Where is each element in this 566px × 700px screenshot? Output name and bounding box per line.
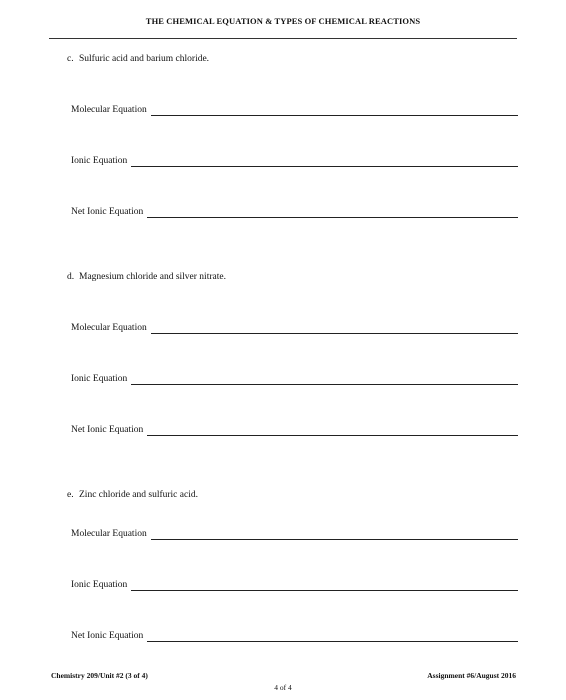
problem-letter: e. bbox=[67, 490, 74, 500]
header-rule bbox=[49, 38, 517, 39]
answer-label: Molecular Equation bbox=[71, 529, 147, 539]
problem-d-molecular-row bbox=[71, 323, 518, 334]
answer-label: Molecular Equation bbox=[71, 323, 147, 333]
net-ionic-equation-line[interactable] bbox=[147, 435, 518, 436]
ionic-equation-line[interactable] bbox=[131, 384, 518, 385]
answer-label: Net Ionic Equation bbox=[71, 631, 144, 641]
problem-d-ionic-row bbox=[71, 374, 518, 385]
answer-label: Net Ionic Equation bbox=[71, 207, 144, 217]
problem-d-net-ionic-row bbox=[71, 425, 518, 436]
molecular-equation-line[interactable] bbox=[151, 539, 518, 540]
problem-letter: d. bbox=[67, 272, 75, 282]
answer-label: Ionic Equation bbox=[71, 580, 128, 590]
answer-label: Ionic Equation bbox=[71, 374, 128, 384]
page-number: 4 of 4 bbox=[274, 683, 292, 692]
footer-course: Chemistry 209/Unit #2 (3 of 4) bbox=[51, 671, 148, 680]
molecular-equation-line[interactable] bbox=[151, 115, 518, 116]
ionic-equation-line[interactable] bbox=[131, 166, 518, 167]
problem-e-label bbox=[67, 490, 198, 500]
ionic-equation-line[interactable] bbox=[131, 590, 518, 591]
problem-c-molecular-row bbox=[71, 105, 518, 116]
footer-assignment: Assignment #6/August 2016 bbox=[427, 671, 516, 680]
problem-letter: c. bbox=[67, 54, 74, 64]
answer-label: Net Ionic Equation bbox=[71, 425, 144, 435]
answer-label: Molecular Equation bbox=[71, 105, 147, 115]
net-ionic-equation-line[interactable] bbox=[147, 641, 518, 642]
problem-e-net-ionic-row bbox=[71, 631, 518, 642]
problem-prompt: Zinc chloride and sulfuric acid. bbox=[79, 490, 198, 500]
problem-c-ionic-row bbox=[71, 156, 518, 167]
answer-label: Ionic Equation bbox=[71, 156, 128, 166]
molecular-equation-line[interactable] bbox=[151, 333, 518, 334]
problem-d-label bbox=[67, 272, 226, 282]
page-title: THE CHEMICAL EQUATION & TYPES OF CHEMICAL REACTIONS bbox=[145, 16, 421, 26]
problem-c-label bbox=[67, 54, 209, 64]
problem-prompt: Magnesium chloride and silver nitrate. bbox=[79, 272, 226, 282]
problem-c-net-ionic-row bbox=[71, 207, 518, 218]
problem-e-molecular-row bbox=[71, 529, 518, 540]
net-ionic-equation-line[interactable] bbox=[147, 217, 518, 218]
problem-prompt: Sulfuric acid and barium chloride. bbox=[79, 54, 210, 64]
problem-e-ionic-row bbox=[71, 580, 518, 591]
